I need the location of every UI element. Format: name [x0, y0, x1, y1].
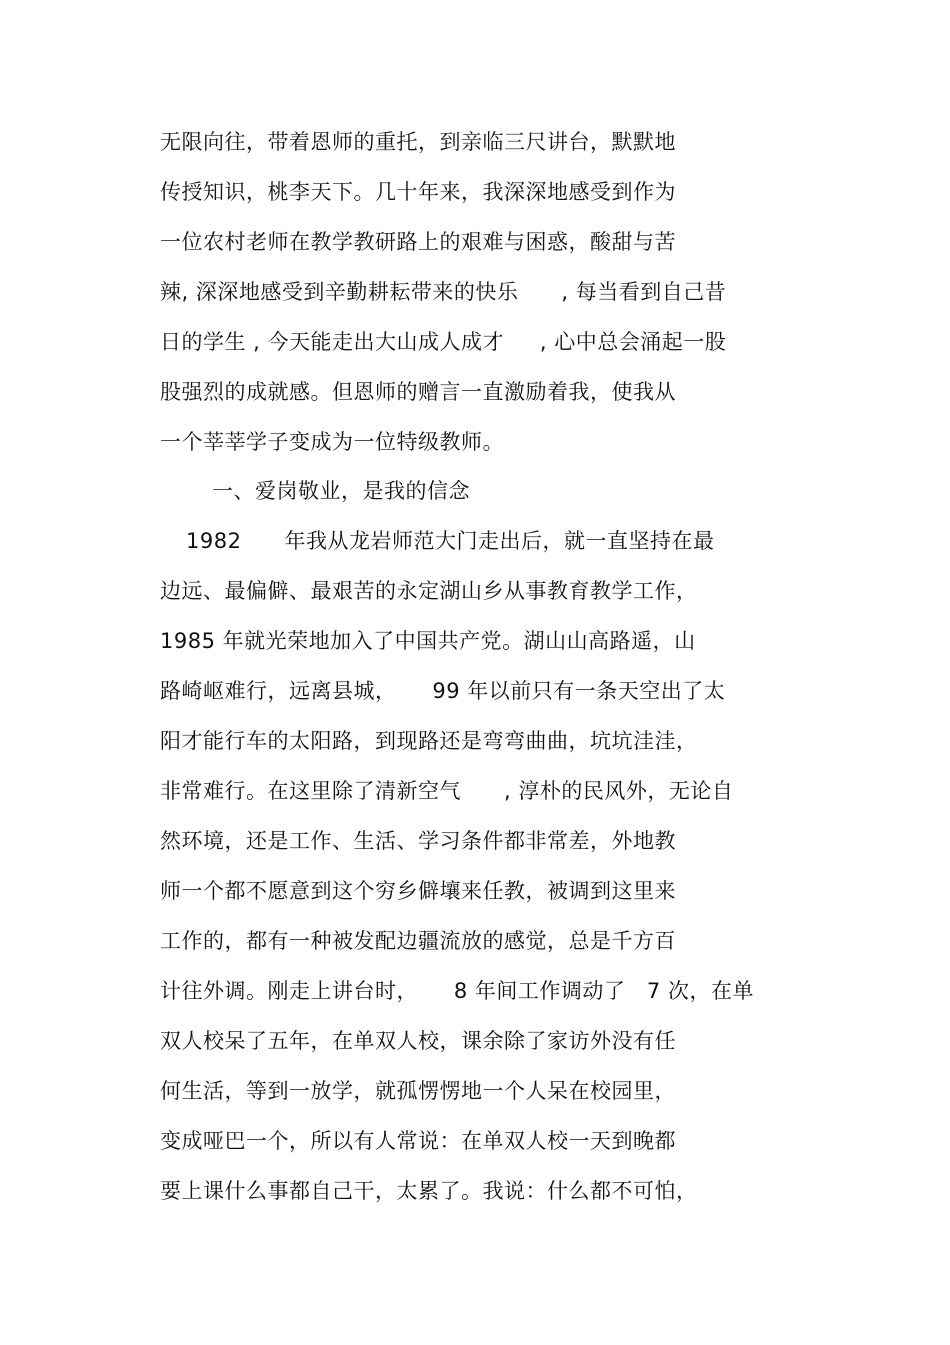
text-line: 双人校呆了五年，在单双人校，课余除了家访外没有任	[160, 1029, 676, 1053]
text-line: 传授知识，桃李天下。几十年来，我深深地感受到作为	[160, 180, 676, 204]
text-line: 要上课什么事都自己干，太累了。我说：什么都不可怕，	[160, 1179, 698, 1203]
text-line: 变成哑巴一个，所以有人常说：在单双人校一天到晚都	[160, 1129, 676, 1153]
text-line: 然环境，还是工作、生活、学习条件都非常差，外地教	[160, 829, 676, 853]
section-heading: 一、爱岗敬业，是我的信念	[212, 479, 470, 503]
text-line: 日的学生 , 今天能走出大山成人成才 , 心中总会涌起一股	[160, 330, 727, 354]
text-line: 一个莘莘学子变成为一位特级教师。	[160, 430, 504, 454]
text-line: 阳才能行车的太阳路，到现路还是弯弯曲曲，坑坑洼洼，	[160, 729, 698, 753]
text-line: 1982 年我从龙岩师范大门走出后，就一直坚持在最	[186, 529, 715, 553]
text-line: 股强烈的成就感。但恩师的赠言一直激励着我，使我从	[160, 380, 676, 404]
text-line: 边远、最偏僻、最艰苦的永定湖山乡从事教育教学工作，	[160, 579, 698, 603]
text-line: 师一个都不愿意到这个穷乡僻壤来任教，被调到这里来	[160, 879, 676, 903]
text-line: 1985 年就光荣地加入了中国共产党。湖山山高路遥，山	[160, 629, 696, 653]
text-line: 辣, 深深地感受到辛勤耕耘带来的快乐 , 每当看到自己昔	[160, 280, 727, 304]
text-line: 何生活，等到一放学，就孤愣愣地一个人呆在校园里，	[160, 1079, 676, 1103]
text-line: 计往外调。刚走上讲台时， 8 年间工作调动了 7 次，在单	[160, 979, 754, 1003]
text-line: 路崎岖难行，远离县城， 99 年以前只有一条天空出了太	[160, 679, 726, 703]
text-line: 一位农村老师在教学教研路上的艰难与困惑，酸甜与苦	[160, 230, 676, 254]
text-line: 工作的，都有一种被发配边疆流放的感觉，总是千方百	[160, 929, 676, 953]
text-line: 无限向往，带着恩师的重托，到亲临三尺讲台，默默地	[160, 130, 676, 154]
text-line: 非常难行。在这里除了清新空气 , 淳朴的民风外，无论自	[160, 779, 734, 803]
